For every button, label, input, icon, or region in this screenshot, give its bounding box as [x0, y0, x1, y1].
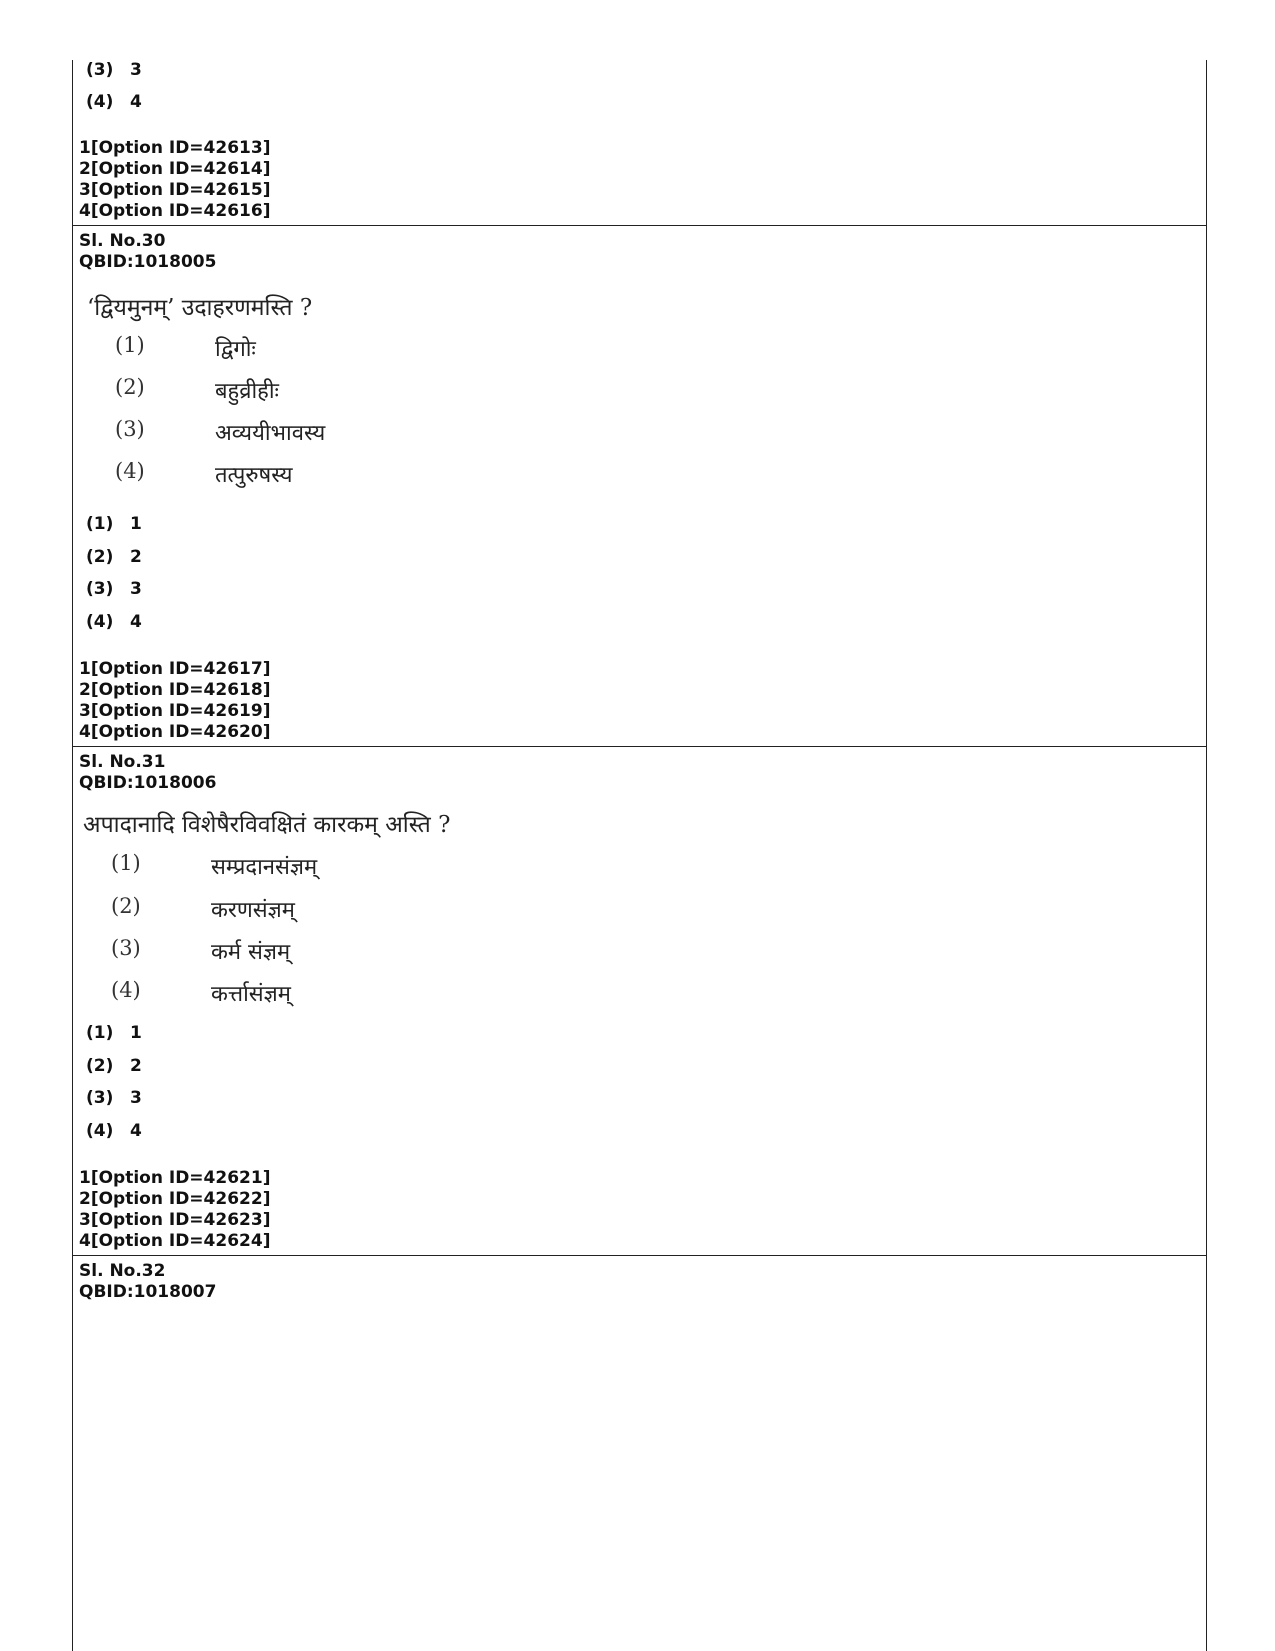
answer-option-row: (2) 2	[86, 1056, 142, 1076]
answer-option-row: (3) 3	[86, 579, 142, 599]
option-id-list	[79, 659, 270, 743]
question-paper-page: (3) 3 (4) 4 1[Option ID=42613] 2[Option ID=42614] 3[Option ID=42615] 4[Option ID=42616] Sl. No.30 QBID:1018005 ‘द्वियमुनम्’ उदाहरणमस्ति ? (1) द्विगोः (2) बहुव्रीहीः (3) अव्ययीभावस्य (4) तत्पुरुषस्य (1) 1 (2) 2 (3) 3 (4) 4 1[Option ID=42617] 2[Option ID=42618] 3[Option ID=42619] 4[Option ID=42620] Sl. No.31 QBID:1018006 अपादानादि विशेषैरविवक्षितं कारकम् अस्ति ? (1) सम्प्रदानसंज्ञम् (2) करणसंज्ञम् (3) कर्म संज्ञम् (4) कर्त्तासंज्ञम् (1) 1 (2) 2 (3) 3 (4) 4 1[Option ID=42621] 2[Option ID=42622] 3[Option ID=42623] 4[Option ID=42624] Sl. No.32 QBID:1018007	[72, 60, 1207, 1651]
question-text: ‘द्वियमुनम्’ उदाहरणमस्ति ?	[87, 295, 313, 321]
answer-option-row: (3) 3	[86, 60, 142, 80]
answer-option-row: (4) 4	[86, 1121, 142, 1141]
question-text: अपादानादि विशेषैरविवक्षितं कारकम् अस्ति ?	[83, 812, 451, 838]
option-id-list	[79, 138, 270, 222]
serial-number: Sl. No.31	[79, 752, 166, 772]
option-id: 4[Option ID=42624]	[79, 1231, 271, 1251]
answer-option-row: (4) 4	[86, 612, 142, 632]
option-id: 1[Option ID=42621]	[79, 1168, 271, 1188]
option-id: 3[Option ID=42615]	[79, 180, 271, 200]
qbid: QBID:1018006	[79, 773, 217, 793]
answer-option-row: (3) 3	[86, 1088, 142, 1108]
section-divider	[73, 1255, 1206, 1256]
answer-option-row: (2) 2	[86, 547, 142, 567]
section-divider	[73, 746, 1206, 747]
answer-option-row: (1) 1	[86, 1023, 142, 1043]
option-id: 1[Option ID=42617]	[79, 659, 271, 679]
option-id: 2[Option ID=42622]	[79, 1189, 271, 1209]
question-meta	[79, 752, 216, 794]
option-id: 3[Option ID=42623]	[79, 1210, 271, 1230]
serial-number: Sl. No.30	[79, 231, 166, 251]
option-id: 4[Option ID=42620]	[79, 722, 271, 742]
question-meta	[79, 231, 216, 273]
option-id-list	[79, 1168, 270, 1252]
section-divider	[73, 225, 1206, 226]
answer-option-row: (1) 1	[86, 514, 142, 534]
qbid: QBID:1018005	[79, 252, 217, 272]
option-id: 2[Option ID=42614]	[79, 159, 271, 179]
answer-option-row: (4) 4	[86, 92, 142, 112]
serial-number: Sl. No.32	[79, 1261, 166, 1281]
option-id: 3[Option ID=42619]	[79, 701, 271, 721]
option-id: 4[Option ID=42616]	[79, 201, 271, 221]
option-id: 1[Option ID=42613]	[79, 138, 271, 158]
question-meta	[79, 1261, 216, 1303]
option-id: 2[Option ID=42618]	[79, 680, 271, 700]
qbid: QBID:1018007	[79, 1282, 217, 1302]
